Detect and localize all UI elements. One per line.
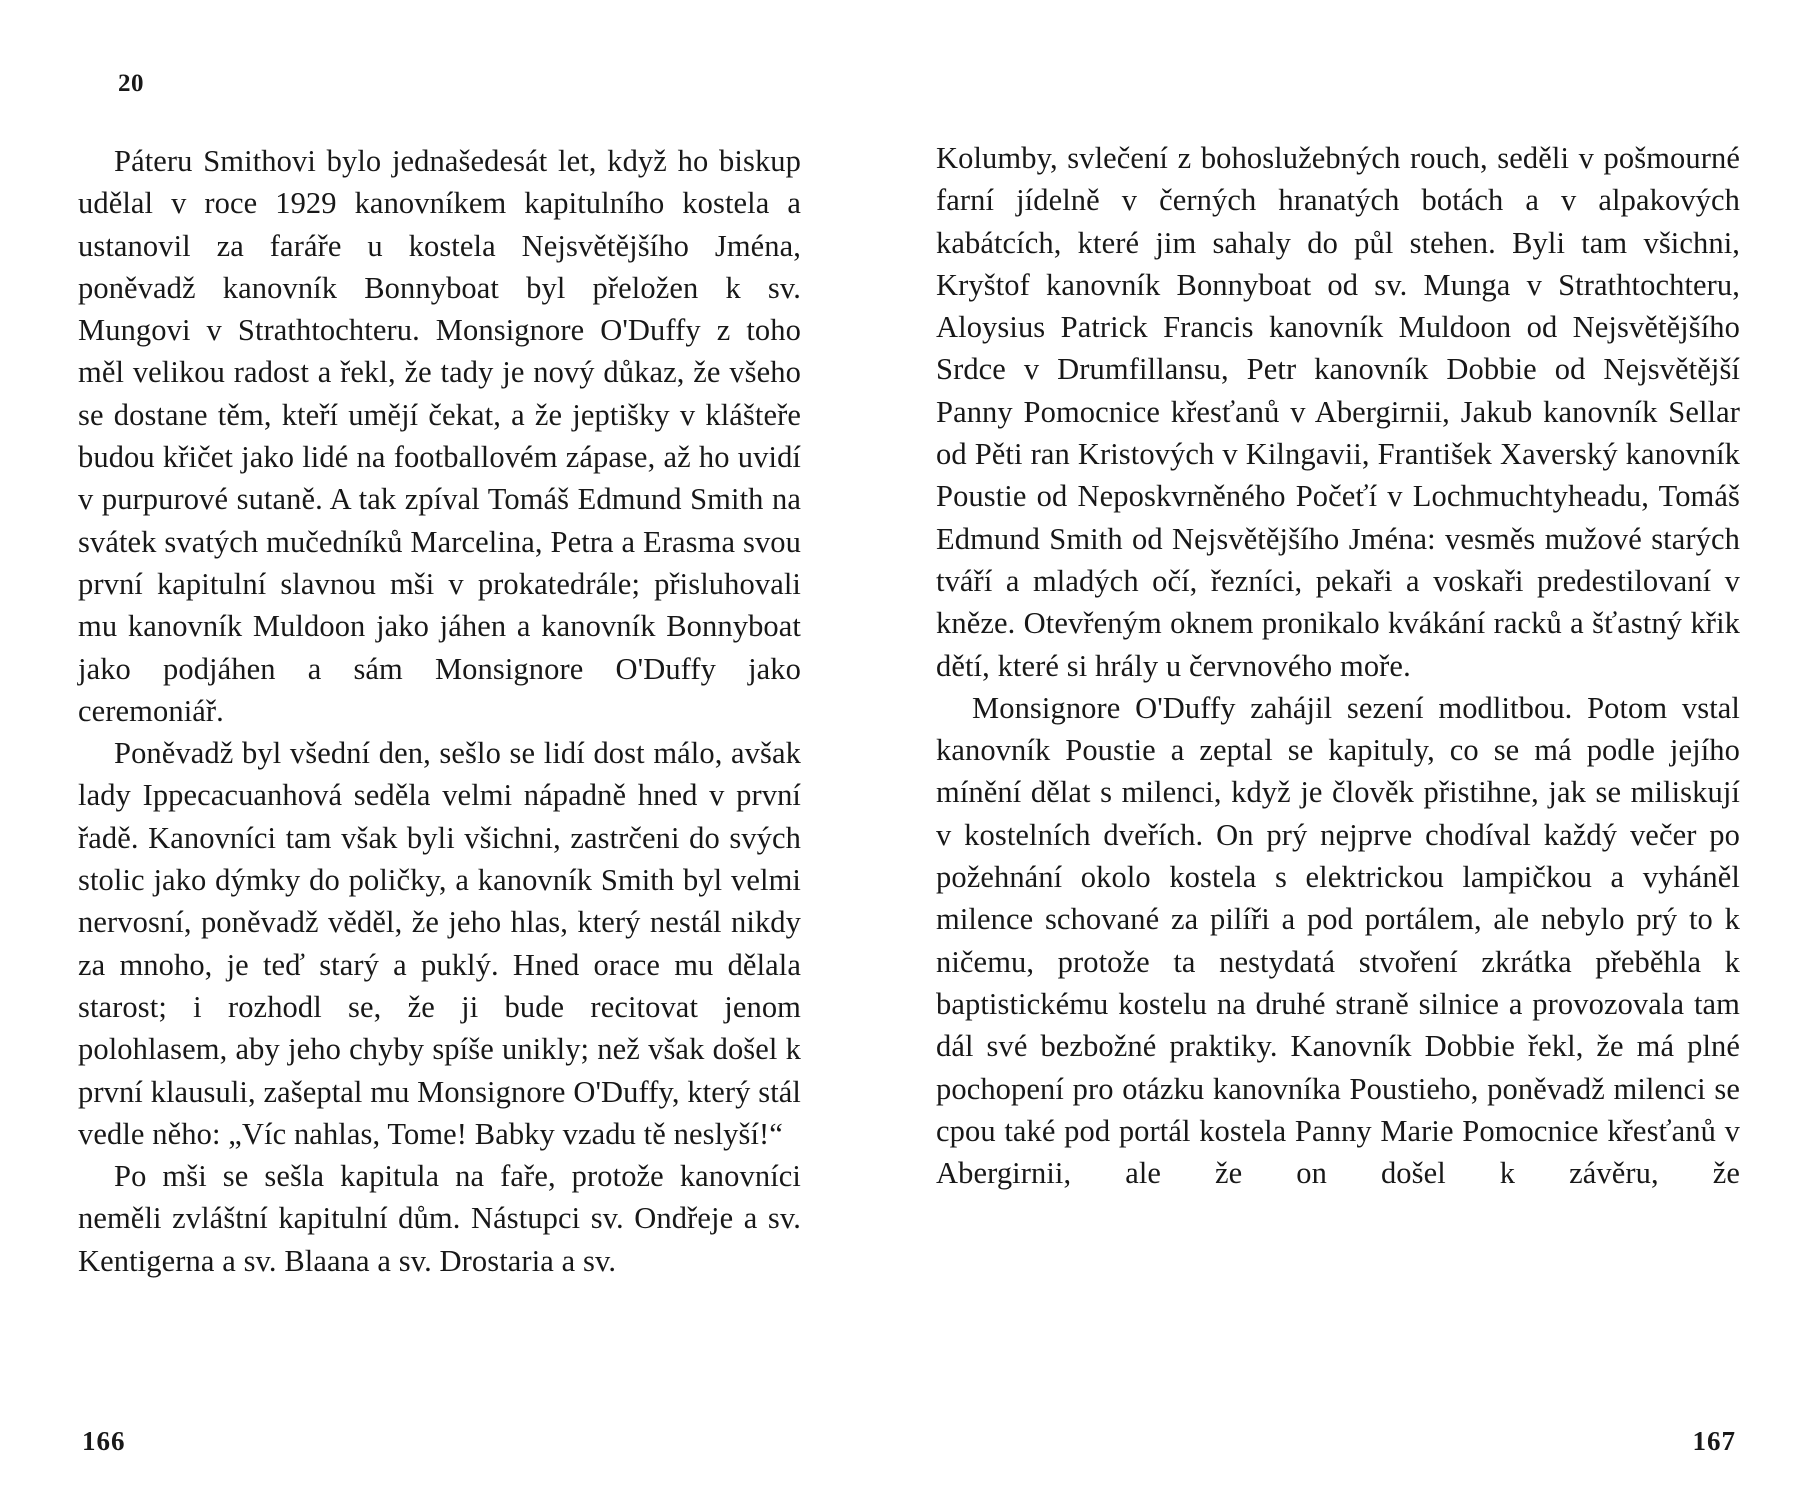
right-page-body: [936, 137, 1740, 1194]
chapter-number: 20: [118, 70, 144, 97]
page-number-right: 167: [1692, 1426, 1736, 1456]
top-margin-spacer: [936, 70, 1740, 137]
paragraph: Po mši se sešla kapitula na faře, protože kanovníci neměli zvláštní kapitulní dům. Nástupci sv. Ondřeje a sv. Kentigerna a sv. Blaana a sv. Drostaria a sv.: [78, 1159, 801, 1278]
paragraph: Poněvadž byl všední den, sešlo se lidí dost málo, avšak lady Ippecacuanhová seděla velmi nápadně hned v první řadě. Kanovníci tam však byli všichni, zastrčeni do svých stolic jako dýmky do poličky, a kanovník Smith byl velmi nervosní, poněvadž věděl, že jeho hlas, který nestál nikdy za mnoho, je teď starý a puklý. Hned orace mu dělala starost; i rozhodl se, že ji bude recitovat jenom polohlasem, aby jeho chyby spíše unikly; než však došel k první klausuli, zašeptal mu Monsignore O'Duffy, který stál vedle něho: „Víc nahlas, Tome! Babky vzadu tě neslyší!“: [78, 736, 801, 1151]
page-number-left: 166: [82, 1426, 126, 1456]
paragraph: Monsignore O'Duffy zahájil sezení modlitbou. Potom vstal kanovník Poustie a zeptal se kapituly, co se má podle jejího mínění dělat s milenci, když je člověk přistihne, jak se miliskují v kostelních dveřích. On prý nejprve chodíval každý večer po požehnání okolo kostela s elektrickou lampičkou a vyháněl milence schované za pilíři a pod portálem, ale nebylo prý to k ničemu, protože ta nestydatá stvoření zkrátka přeběhla k baptistickému kostelu na druhé straně silnice a provozovala tam dál své bezbožné praktiky. Kanovník Dobbie řekl, že má plné pochopení pro otázku kanovníka Poustieho, poněvadž milenci se cpou také pod portál kostela Panny Marie Pomocnice křesťanů v Abergirnii, ale že on došel k závěru, že: [936, 690, 1740, 1191]
paragraph: Páteru Smithovi bylo jednašedesát let, když ho biskup udělal v roce 1929 kanovníkem kapitulního kostela a ustanovil za faráře u kostela Nejsvětějšího Jména, poněvadž kanovník Bonnyboat byl přeložen k sv. Mungovi v Strathtochteru. Monsignore O'Duffy z toho měl velikou radost a řekl, že tady je nový důkaz, že všeho se dostane těm, kteří umějí čekat, a že jeptišky v klášteře budou křičet jako lidé na footballovém zápase, až ho uvidí v purpurové sutaně. A tak zpíval Tomáš Edmund Smith na svátek svatých mučedníků Marcelina, Petra a Erasma svou první kapitulní slavnou mši v prokatedrále; přisluhovali mu kanovník Muldoon jako jáhen a kanovník Bonnyboat jako podjáhen a sám Monsignore O'Duffy jako ceremoniář.: [78, 144, 801, 728]
paragraph: Kolumby, svlečení z bohoslužebných rouch, seděli v pošmourné farní jídelně v černých hranatých botách a v alpakových kabátcích, které jim sahaly do půl stehen. Byli tam všichni, Kryštof kanovník Bonnyboat od sv. Munga v Strathtochteru, Aloysius Patrick Francis kanovník Muldoon od Nejsvětějšího Srdce v Drumfillansu, Petr kanovník Dobbie od Nejsvětější Panny Pomocnice křesťanů v Abergirnii, Jakub kanovník Sellar od Pěti ran Kristových v Kilngavii, František Xaverský kanovník Poustie od Neposkvrněného Počeťí v Lochmuchtyheadu, Tomáš Edmund Smith od Nejsvětějšího Jména: vesměs mužové starých tváří a mladých očí, řezníci, pekaři a voskaři predestilovaní v kněze. Otevřeným oknem pronikalo kvákání racků a šťastný křik dětí, které si hrály u červnového moře.: [936, 141, 1740, 683]
left-page-body: [78, 140, 801, 1282]
page-right: [906, 0, 1812, 1501]
